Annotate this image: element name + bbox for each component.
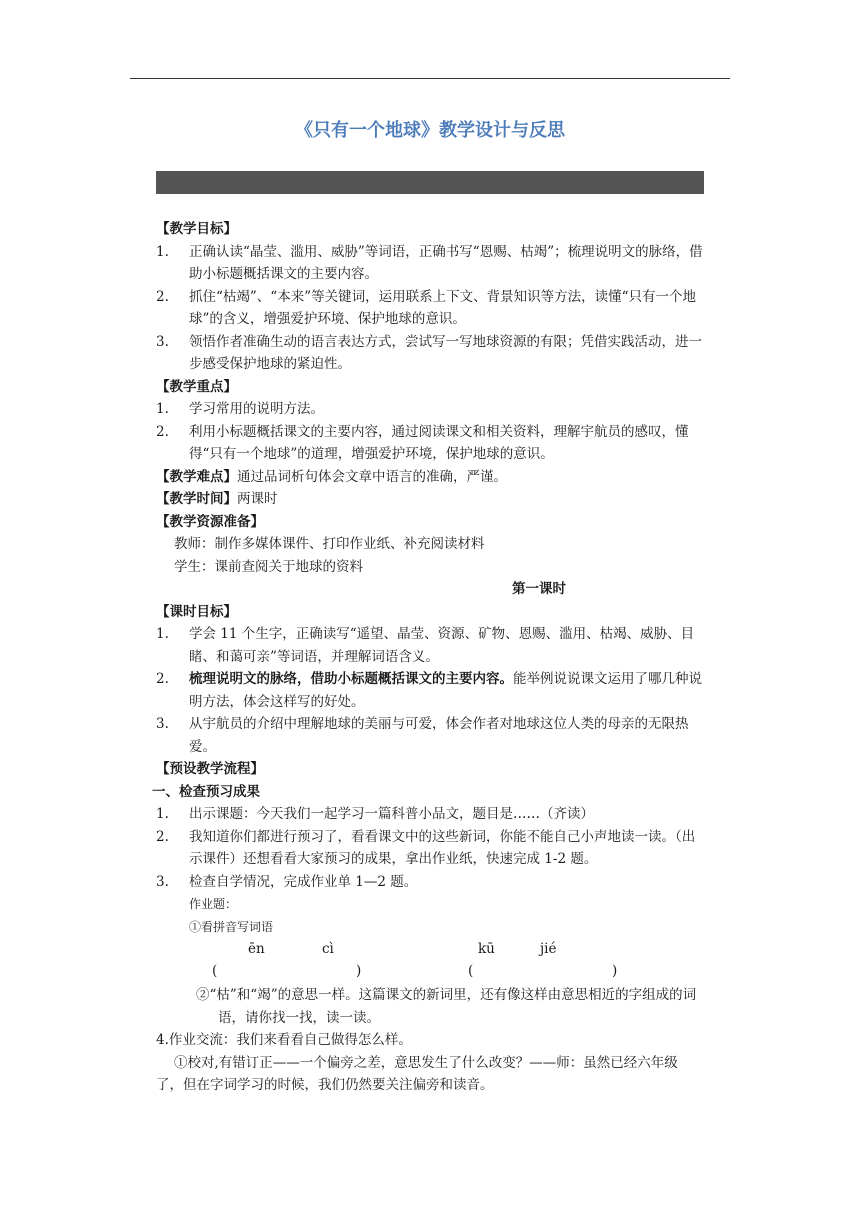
- pinyin: kū: [478, 941, 495, 957]
- pinyin: ēn: [248, 941, 265, 957]
- item-text: 出示课题：今天我们一起学习一篇科普小品文，题目是……（齐读）: [189, 806, 594, 822]
- resources-teacher: 教师：制作多媒体课件、打印作业纸、补充阅读材料: [174, 536, 485, 552]
- flow-item: [156, 826, 704, 871]
- difficulty-text: 通过品词析句体会文章中语言的准确，严谨。: [237, 468, 507, 485]
- lesson-goals-heading: 【课时目标】: [156, 603, 237, 620]
- item-number: 1.: [156, 401, 169, 417]
- check-paragraph: ①校对,有错订正——一个偏旁之差，意思发生了什么改变？——师：虽然已经六年级了，但在字词学习的时候，我们仍然要关注偏旁和读音。: [156, 1054, 678, 1093]
- section-heading: 一、检查预习成果: [152, 783, 260, 800]
- item-number: 2.: [156, 828, 169, 845]
- pinyin: cì: [322, 941, 334, 957]
- homework-q1: ①看拼音写词语: [189, 919, 274, 934]
- item-text: 领悟作者准确生动的语言表达方式，尝试写一写地球资源的有限；凭借实践活动，进一步感受保护地球的紧迫性。: [189, 333, 702, 372]
- key-points-heading: 【教学重点】: [156, 378, 237, 395]
- goal-item: [156, 286, 704, 331]
- flow-item: [156, 871, 704, 894]
- goals-heading: 【教学目标】: [156, 221, 237, 237]
- resources-heading: 【教学资源准备】: [156, 513, 264, 530]
- goal-item: [156, 241, 704, 286]
- answer-blank-open: (: [468, 963, 474, 979]
- time-heading: 【教学时间】: [156, 491, 237, 507]
- item-number: 2.: [156, 671, 169, 687]
- item-number: 1.: [156, 243, 169, 260]
- answer-blank-close: ): [612, 963, 618, 979]
- pinyin: jié: [540, 941, 557, 957]
- key-point-item: [156, 398, 704, 421]
- homework-q2: ②“枯”和“竭”的意思一样。这篇课文的新词里，还有像这样由意思相近的字组成的词语，请你找一找，读一读。: [196, 987, 697, 1026]
- header-rule: [130, 78, 730, 79]
- pinyin-row: [156, 938, 704, 960]
- resources-student: 学生：课前查阅关于地球的资料: [174, 558, 363, 575]
- answer-blank-close: ): [356, 963, 362, 979]
- item-number: 3.: [156, 333, 169, 350]
- document-title: 《只有一个地球》教学设计与反思: [295, 120, 565, 141]
- exchange-line: 4.作业交流：我们来看看自己做得怎么样。: [156, 1032, 412, 1048]
- key-point-item: [156, 421, 704, 466]
- item-text: 能举例说说课文运用了哪几种说明方法，体会这样写的好处。: [189, 671, 702, 710]
- item-text: 检查自学情况，完成作业单 1—2 题。: [189, 873, 418, 890]
- goal-item: [156, 331, 704, 376]
- difficulty-line: [156, 466, 704, 489]
- lesson-goal-item: [156, 623, 704, 668]
- item-number: 3.: [156, 873, 169, 890]
- lesson-goal-item: [156, 668, 704, 713]
- time-text: 两课时: [237, 491, 278, 507]
- homework-label: 作业题：: [189, 897, 238, 911]
- item-number: 2.: [156, 288, 169, 305]
- flow-item: [156, 803, 704, 826]
- item-text: 我知道你们都进行预习了，看看课文中的这些新词，你能不能自己小声地读一读。（出示课件）还想看看大家预习的成果，拿出作业纸，快速完成 1-2 题。: [189, 828, 696, 867]
- lesson-goal-item: [156, 713, 704, 758]
- difficulty-heading: 【教学难点】: [156, 468, 237, 485]
- time-line: [156, 488, 704, 511]
- document-body: [152, 218, 704, 1097]
- item-number: 3.: [156, 716, 169, 732]
- item-number: 1.: [156, 806, 169, 822]
- item-text: 从宇航员的介绍中理解地球的美丽与可爱，体会作者对地球这位人类的母亲的无限热爱。: [189, 716, 689, 755]
- item-text: 学会 11 个生字，正确读写“遥望、晶莹、资源、矿物、恩赐、滥用、枯竭、威胁、目睹、和蔼可亲”等词语，并理解词语含义。: [189, 626, 695, 665]
- item-number: 2.: [156, 423, 169, 440]
- flow-heading: 【预设教学流程】: [156, 761, 264, 777]
- item-text: 利用小标题概括课文的主要内容，通过阅读课文和相关资料，理解宇航员的感叹，懂得“只有一个地球”的道理，增强爱护环境，保护地球的意识。: [189, 423, 689, 462]
- item-text: 学习常用的说明方法。: [189, 401, 324, 417]
- answer-blanks: [156, 960, 704, 984]
- item-text: 抓住“枯竭”、“本来”等关键词，运用联系上下文、背景知识等方法，读懂“只有一个地球”的含义，增强爱护环境、保护地球的意识。: [189, 288, 697, 327]
- item-text: 正确认读“晶莹、滥用、威胁”等词语，正确书写“恩赐、枯竭”；梳理说明文的脉络，借助小标题概括课文的主要内容。: [189, 243, 703, 282]
- item-bold-text: 梳理说明文的脉络，借助小标题概括课文的主要内容。: [189, 671, 513, 687]
- answer-blank-open: (: [212, 963, 218, 979]
- lesson-title: 第一课时: [512, 581, 566, 597]
- header-bar: [156, 171, 704, 194]
- item-number: 1.: [156, 626, 169, 642]
